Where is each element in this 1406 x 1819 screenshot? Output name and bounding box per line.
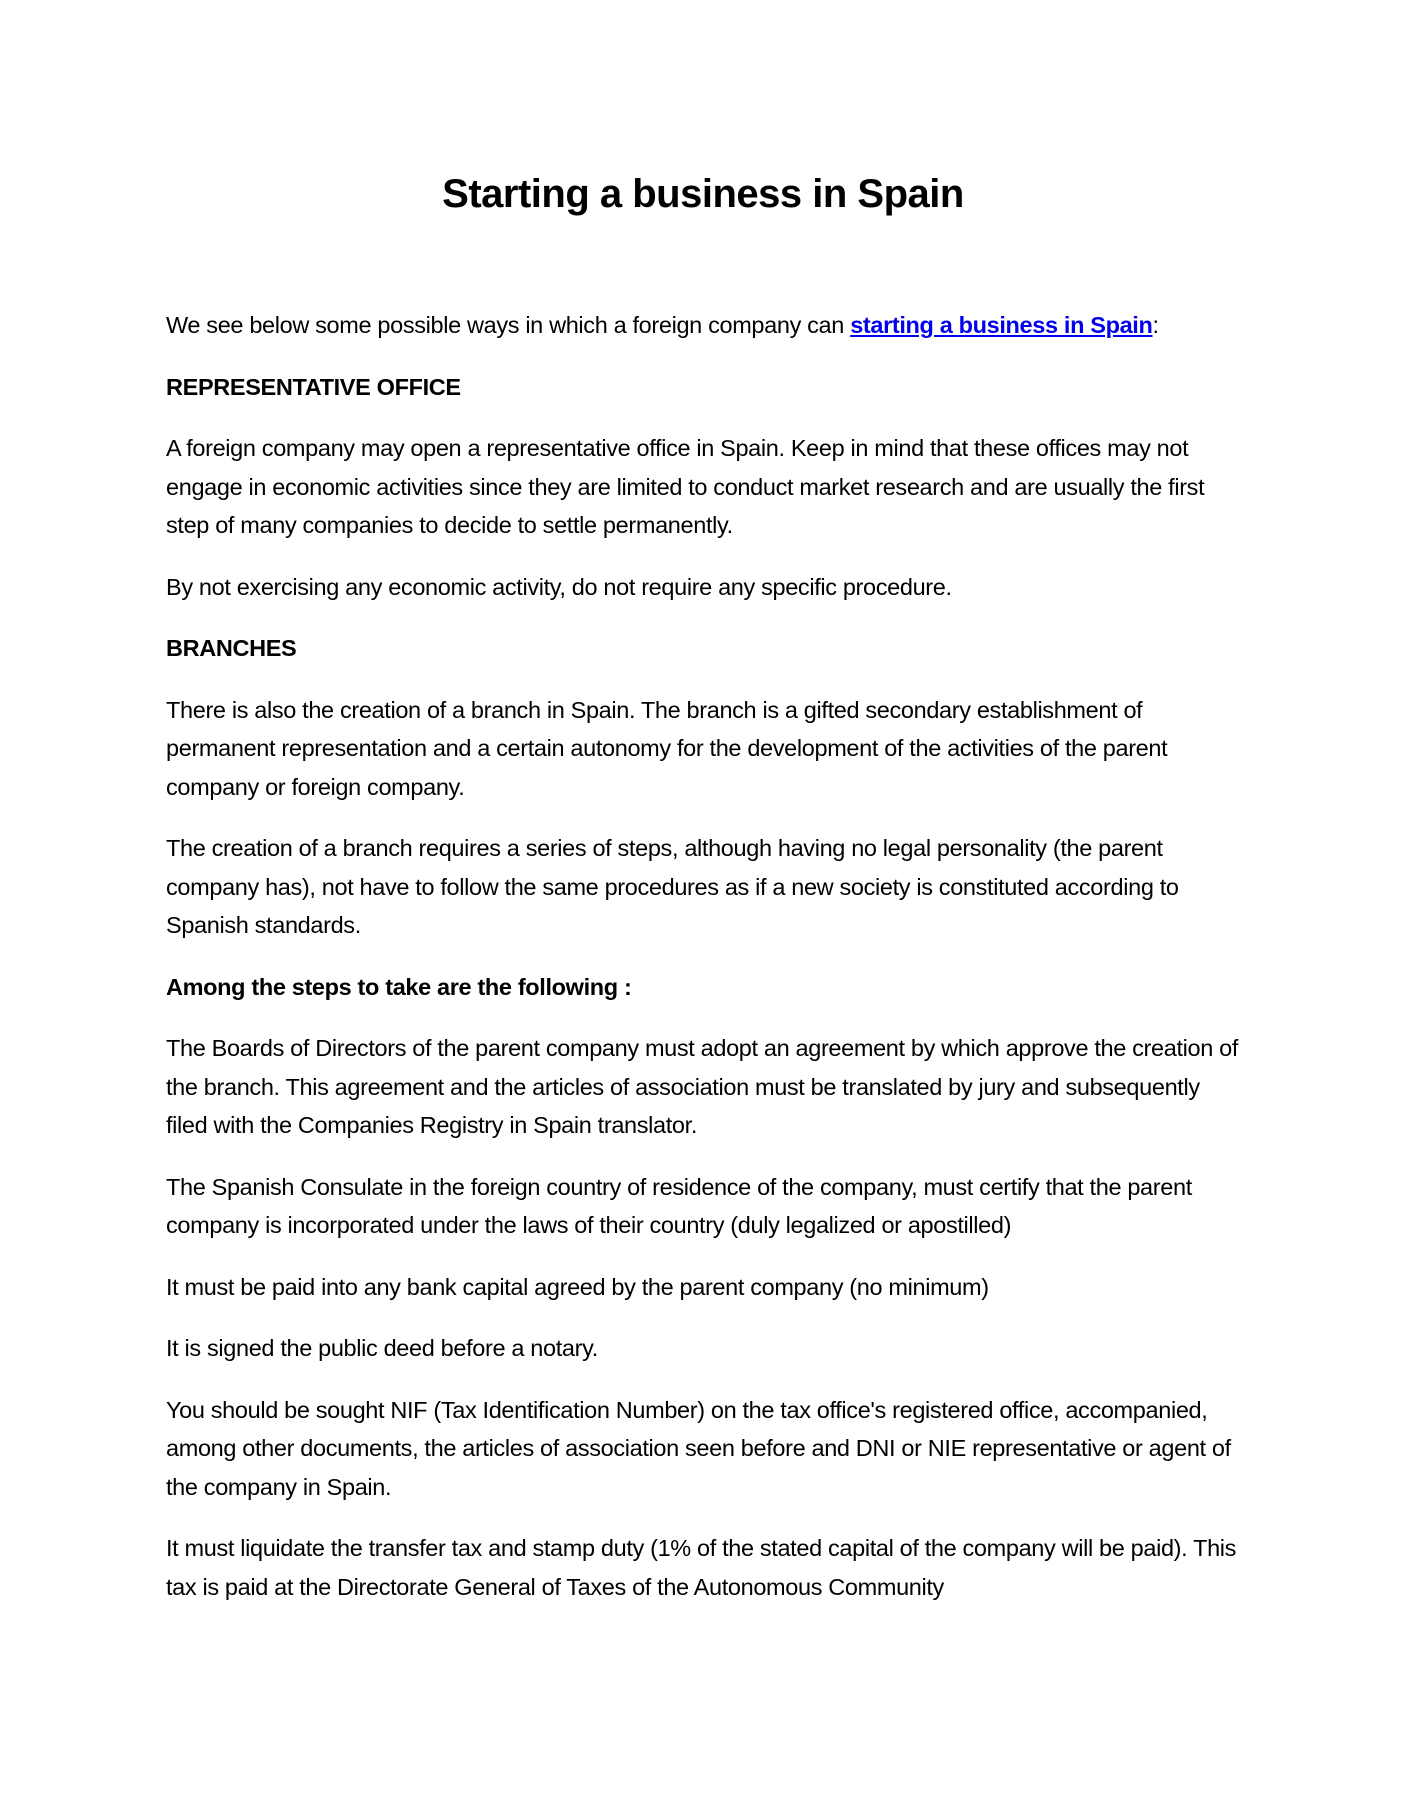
paragraph: There is also the creation of a branch in Spain. The branch is a gifted secondary establishment of permanent representation and a certain autonomy for the development of the activities of the parent company or foreign company. — [166, 696, 1168, 800]
section-heading-representative-office: REPRESENTATIVE OFFICE — [166, 373, 461, 400]
step-paragraph: The Boards of Directors of the parent company must adopt an agreement by which approve the creation of the branch. This agreement and the articles of association must be translated by jury and subsequently filed with the Companies Registry in Spain translator. — [166, 1035, 1239, 1138]
document-body — [166, 306, 1246, 1629]
starting-business-link[interactable]: starting a business in Spain — [850, 312, 1153, 338]
page-title: Starting a business in Spain — [442, 172, 964, 216]
step-paragraph: You should be sought NIF (Tax Identification Number) on the tax office's registered office, accompanied, among other documents, the articles of association seen before and DNI or NIE representative or agent of the company in Spain. — [166, 1396, 1231, 1500]
step-paragraph: It must liquidate the transfer tax and stamp duty (1% of the stated capital of the company will be paid). This tax is paid at the Directorate General of Taxes of the Autonomous Community — [166, 1535, 1237, 1600]
paragraph: A foreign company may open a representative office in Spain. Keep in mind that these offices may not engage in economic activities since they are limited to conduct market research and are usually the first step of many companies to decide to settle permanently. — [166, 435, 1205, 538]
section-heading-branches: BRANCHES — [166, 635, 297, 661]
step-paragraph: It is signed the public deed before a notary. — [166, 1335, 598, 1361]
paragraph: The creation of a branch requires a series of steps, although having no legal personality (the parent company has), not have to follow the same procedures as if a new society is constituted according to Spanish standards. — [166, 835, 1179, 938]
section-heading-steps: Among the steps to take are the following : — [166, 973, 632, 1000]
step-paragraph: The Spanish Consulate in the foreign country of residence of the company, must certify that the parent company is incorporated under the laws of their country (duly legalized or apostilled) — [166, 1173, 1192, 1238]
paragraph: By not exercising any economic activity, do not require any specific procedure. — [166, 573, 952, 600]
step-paragraph: It must be paid into any bank capital agreed by the parent company (no minimum) — [166, 1273, 989, 1300]
intro-text: We see below some possible ways in which a foreign company can — [166, 312, 851, 338]
intro-colon: : — [1152, 312, 1159, 338]
intro-paragraph — [166, 306, 1246, 345]
